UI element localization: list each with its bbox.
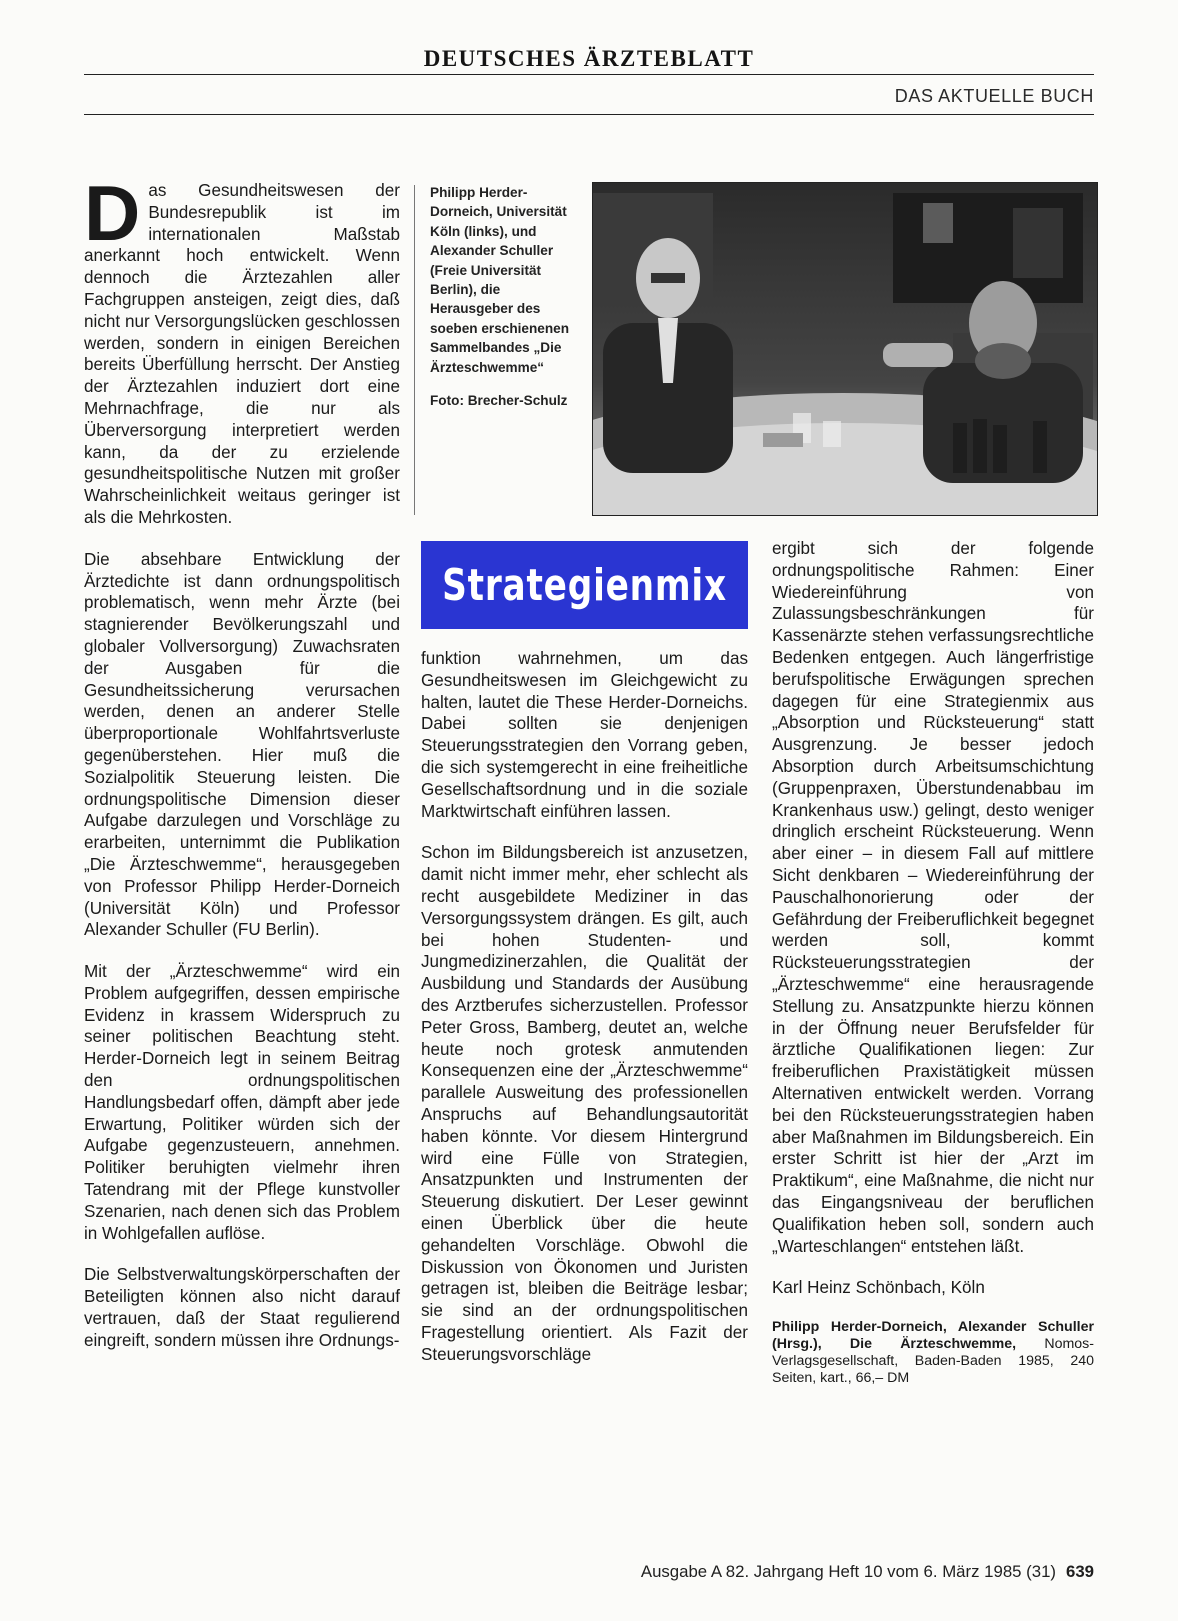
page-footer — [641, 1562, 1094, 1582]
article-photo — [592, 182, 1098, 516]
photo-caption-text: Philipp Herder-Dorneich, Universität Köln (links), und Alexander Schuller (Freie Universität Berlin), die Herausgeber des soeben erschienenen Sammelbandes „Die Ärzteschwemme“ — [430, 185, 570, 375]
section-rule — [84, 114, 1094, 115]
masthead-rule — [84, 74, 1094, 75]
masthead: DEUTSCHES ÄRZTEBLATT — [423, 46, 755, 71]
biblio-title: Philipp Herder-Dorneich, Alexander Schuller (Hrsg.), Die Ärzteschwemme, — [772, 1319, 1094, 1353]
drop-cap: D — [84, 169, 141, 257]
biblio-publisher: Nomos-Verlagsgesellschaft, Baden-Baden 1985, 240 Seiten, kart., 66,– DM — [772, 1336, 1095, 1387]
paragraph-6: Schon im Bildungsbereich ist anzusetzen, damit nicht immer mehr, eher schlecht als recht ausgebildete Mediziner in das Versorgungssystem drängen. Es gilt, auch bei hohen Studenten- und Jungmedizinerzahlen, die Qualität der Ausbildung und Standards der Ausübung des Arztberufes sicherzustellen. Professor Peter Gross, Bamberg, deutet an, welche heute noch grotesk anmutenden Konsequenzen eine der „Ärzteschwemme“ parallele Ausweitung des professionellen Anspruchs auf Behandlungsautorität haben könnte. Vor diesem Hintergrund wird eine Fülle von Strategien, Ansatzpunkten und Instrumenten der Steuerung diskutiert. Der Leser gewinnt einen Überblick über die heute gehandelten Vorschläge. Obwohl die Diskussion von Ökonomen und Juristen getragen ist, bleiben die Beiträge lesbar; sie sind an der ordnungspolitischen Fragestellung orientiert. Als Fazit der Steuerungsvorschläge — [421, 843, 748, 1364]
article-column-1 — [84, 169, 400, 1372]
page-number: 639 — [1066, 1562, 1094, 1581]
paragraph-4: Die Selbstverwaltungskörperschaften der Beteiligten können also nicht darauf vertrauen, daß der Staat regulierend eingreift, sondern müssen ihre Ordnungs- — [84, 1265, 400, 1350]
paragraph-2: Die absehbare Entwicklung der Ärztedichte ist dann ordnungspolitisch problematisch, wenn mehr Ärzte (bei stagnierender Bevölkerungszahl und globaler Vollversorgung) Zuwachsraten der Ausgaben für die Gesundheitssicherung verursachen werden, denen an anderer Stelle überproportionale Wohlfahrtsverluste gegenüberstehen. Hier muß die Sozialpolitik Steuerung leisten. Die ordnungspolitische Dimension dieser Aufgabe darzulegen und Vorschläge zu erarbeiten, unternimmt die Publikation „Die Ärzteschwemme“, herausgegeben von Professor Philipp Herder-Dorneich (Universität Köln) und Professor Alexander Schuller (FU Berlin). — [84, 549, 400, 940]
issue-info: Ausgabe A 82. Jahrgang Heft 10 vom 6. März 1985 (31) — [640, 1562, 1056, 1581]
paragraph-intro-text: as Gesundheitswesen der Bundesrepublik ist im internationalen Maßstab anerkannt hoch entwickelt. Wenn dennoch die Ärztezahlen aller Fachgruppen ansteigen, zeigt dies, daß nicht nur Versorgungslücken geschlossen werden, sondern in einigen Bereichen bereits Überfüllung herrscht. Der Anstieg der Ärztezahlen induziert dort eine Mehrnachfrage, die nur als Überversorgung interpretiert werden kann, da der zu erzielende gesundheitspolitische Nutzen mit großer Wahrscheinlichkeit weitaus geringer ist als die Mehrkosten. — [84, 181, 400, 527]
paragraph-intro — [84, 169, 400, 529]
section-title: DAS AKTUELLE BUCH — [894, 86, 1094, 106]
article-column-3 — [772, 538, 1094, 1387]
caption-divider — [414, 185, 415, 515]
paragraph-5: funktion wahrnehmen, um das Gesundheitswesen im Gleichgewicht zu halten, lautet die These Herder-Dorneichs. Dabei sollten sie denjenigen Steuerungsstrategien den Vorrang geben, die sich systemgerecht in eine freiheitliche Gesellschaftsordnung und in die soziale Marktwirtschaft einführen lassen. — [421, 649, 748, 821]
photo-caption — [430, 183, 576, 410]
photo-illustration — [593, 183, 1097, 515]
author-signature: Karl Heinz Schönbach, Köln — [772, 1278, 985, 1298]
paragraph-7: ergibt sich der folgende ordnungspolitische Rahmen: Einer Wiedereinführung von Zulassungsbeschränkungen für Kassenärzte stehen verfassungsrechtliche Bedenken entgegen. Auch längerfristige berufspolitische Erwägungen sprechen dagegen für eine Strategienmix aus „Absorption und Rücksteuerung“ statt Ausgrenzung. Je besser jedoch Absorption durch Arbeitsumschichtung (Gruppenpraxen, Überstundenabbau im Krankenhaus usw.) gelingt, desto weniger dringlich erscheint Rücksteuerung. Wenn aber einer – in diesem Fall auf mittlere Sicht denkbaren – Wiedereinführung der Pauschalhonorierung oder der Gefährdung der Freiberuflichkeit begegnet werden soll, kommt Rücksteuerungsstrategien der „Ärzteschwemme“ eine herausragende Stellung zu. Ansatzpunkte hierzu können in der Öffnung neuer Berufsfelder für ärztliche Qualifikationen liegen: Zur freiberuflichen Praxistätigkeit müssen Alternativen entwickelt werden. Vorrang bei den Rücksteuerungsstrategien haben aber Maßnahmen im Bildungsbereich. Ein erster Schritt ist hier der „Arzt im Praktikum“, eine Maßnahme, die nicht nur das Eingangsniveau der beruflichen Qualifikation heben soll, sondern auch „Warteschlangen“ entstehen läßt. — [772, 539, 1094, 1256]
headline: Strategienmix — [442, 559, 727, 611]
bibliographic-reference — [772, 1319, 1094, 1387]
article-column-2 — [421, 648, 748, 1386]
paragraph-3: Mit der „Ärzteschwemme“ wird ein Problem aufgegriffen, dessen empirische Evidenz in krassem Widerspruch zu seiner politischen Beachtung steht. Herder-Dorneich legt in seinem Beitrag den ordnungspolitischen Handlungsbedarf offen, dämpft aber jede Erwartung, Politiker würden sich der Aufgabe gegenzusteuern, annehmen. Politiker beruhigten vielmehr ihren Tatendrang mit der Pflege kunstvoller Szenarien, nach denen sich das Problem in Wohlgefallen auflöse. — [84, 962, 400, 1243]
photo-credit: Foto: Brecher-Schulz — [430, 393, 568, 409]
headline-box — [421, 541, 748, 629]
